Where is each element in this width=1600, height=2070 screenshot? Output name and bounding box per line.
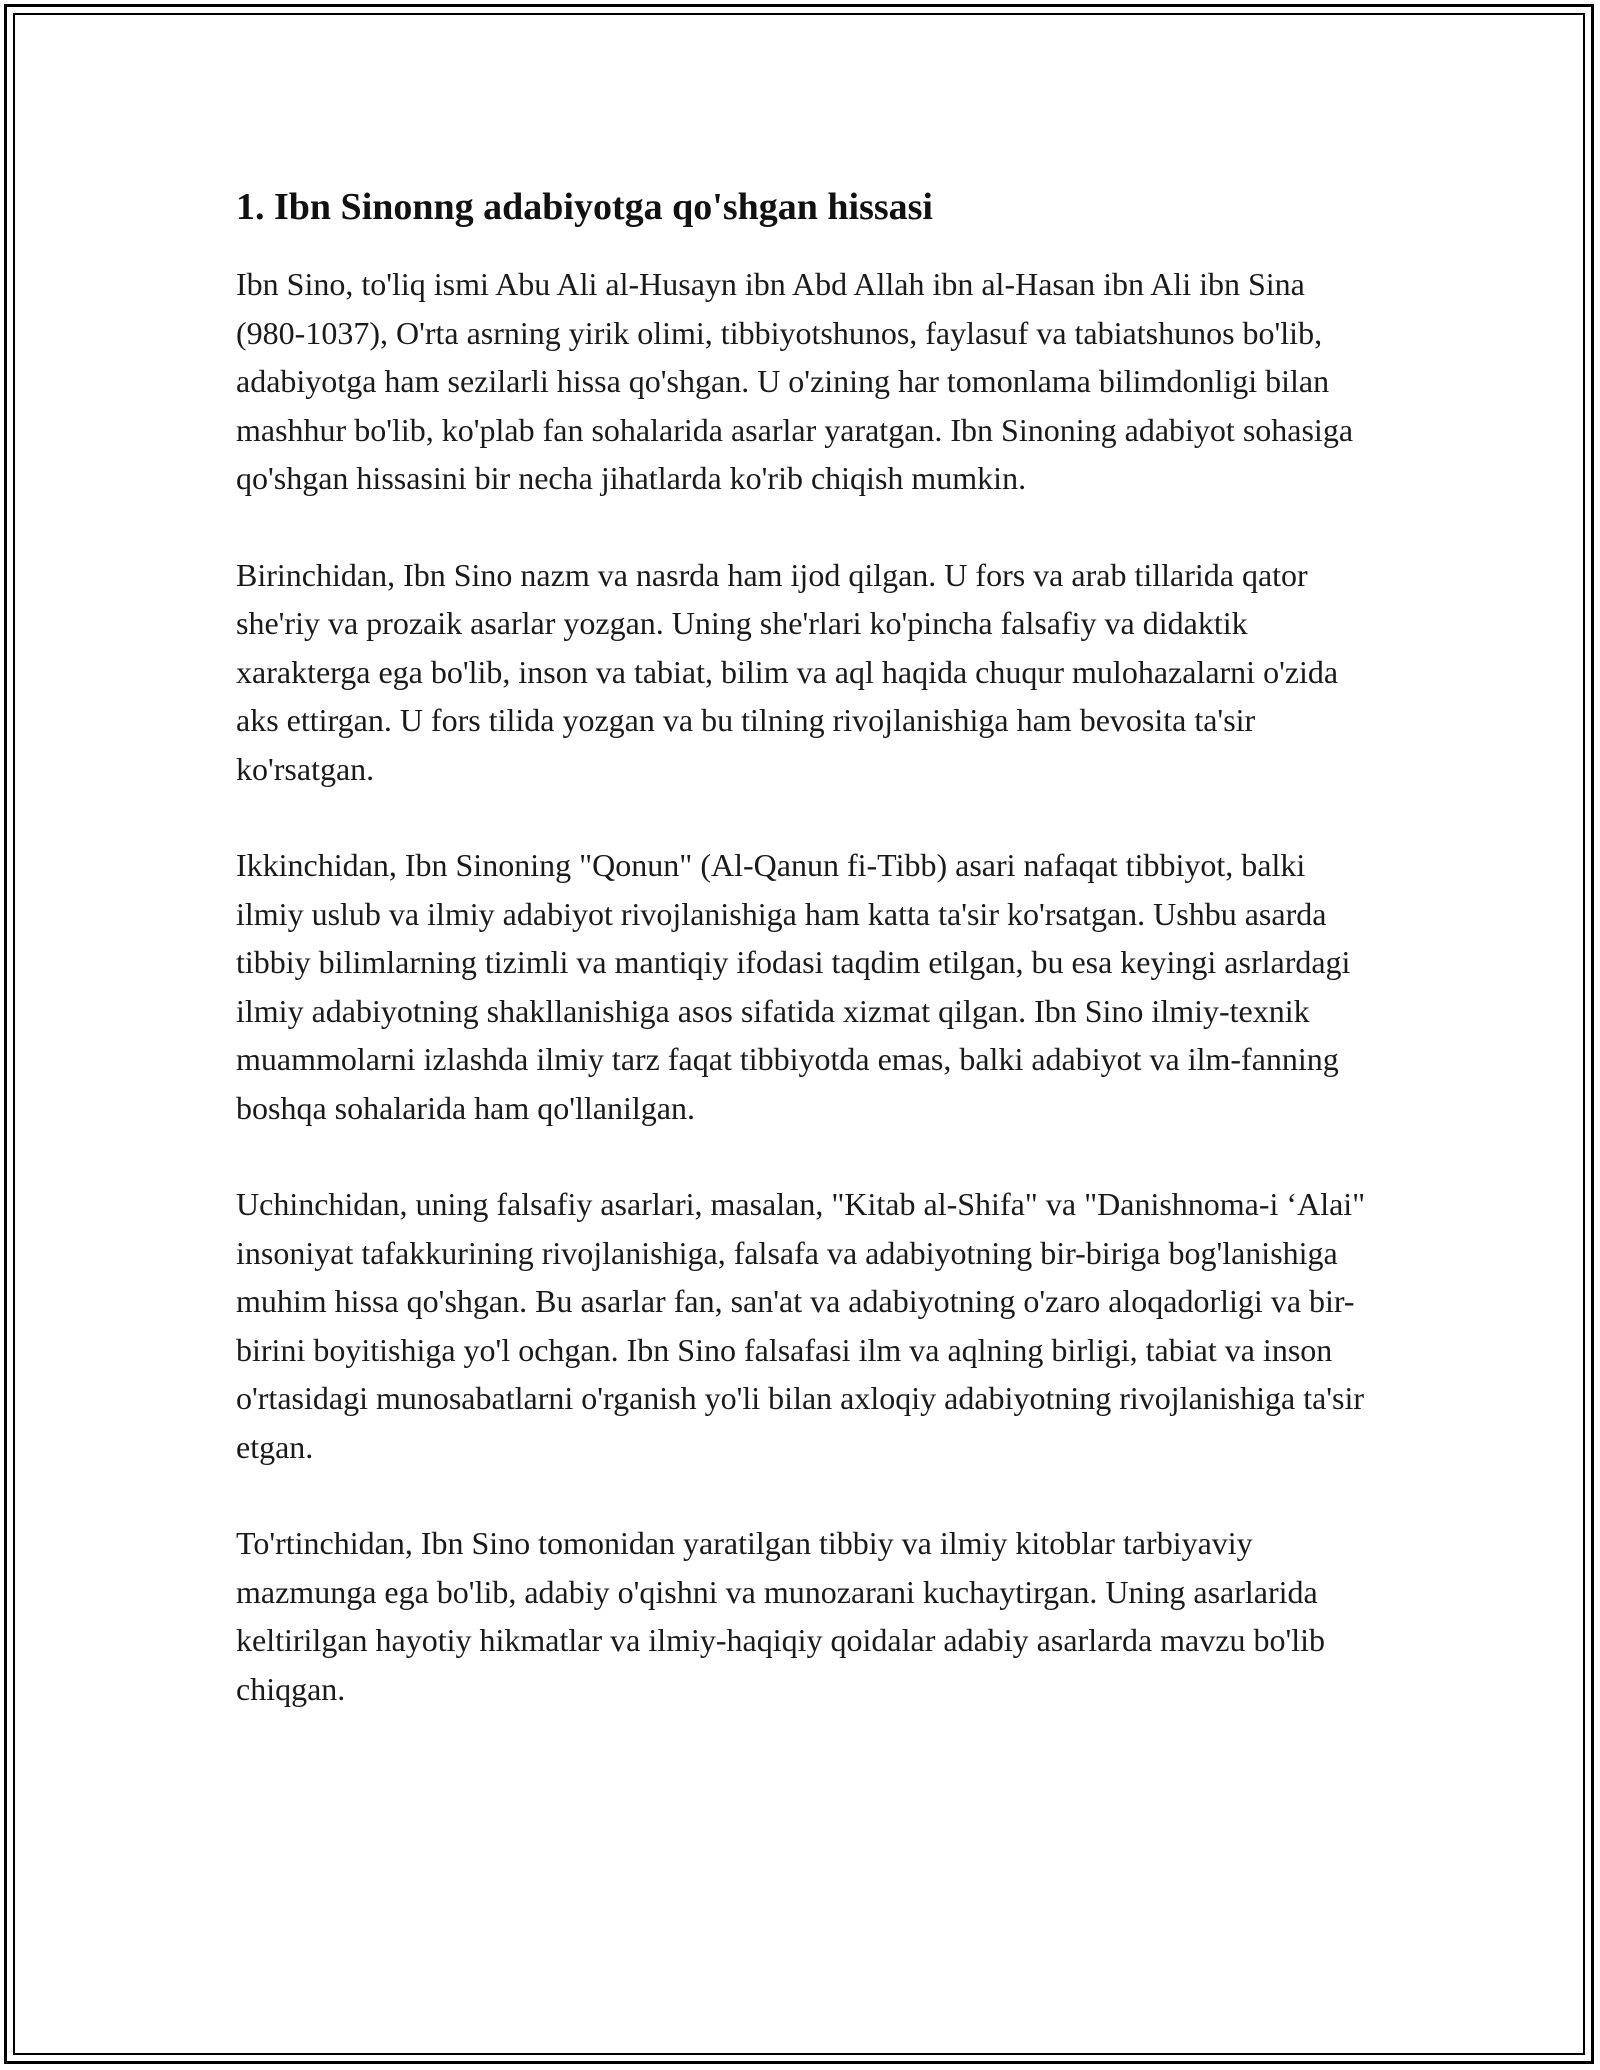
paragraph-intro: Ibn Sino, to'liq ismi Abu Ali al-Husayn ibn Abd Allah ibn al-Hasan ibn Ali ibn Sina (980-1037), O'rta asrning yirik olimi, tibbiyotshunos, faylasuf va tabiatshunos bo'lib, adabiyotga ham sezilarli hissa qo'shgan. U o'zining har tomonlama bilimdonligi bilan mashhur bo'lib, ko'plab fan sohalarida asarlar yaratgan. Ibn Sinoning adabiyot sohasiga qo'shgan hissasini bir necha jihatlarda ko'rib chiqish mumkin. — [236, 266, 1354, 496]
section-heading: 1. Ibn Sinonng adabiyotga qo'shgan hissasi — [236, 186, 933, 228]
paragraph-fourth-point: To'rtinchidan, Ibn Sino tomonidan yaratilgan tibbiy va ilmiy kitoblar tarbiyaviy mazmunga ega bo'lib, adabiy o'qishni va munozarani kuchaytirgan. Uning asarlarida keltirilgan hayotiy hikmatlar va ilmiy-haqiqiy qoidalar adabiy asarlarda mavzu bo'lib chiqgan. — [236, 1525, 1325, 1707]
document-body — [236, 184, 1376, 1761]
paragraph-first-point: Birinchidan, Ibn Sino nazm va nasrda ham ijod qilgan. U fors va arab tillarida qator she'riy va prozaik asarlar yozgan. Uning she'rlari ko'pincha falsafiy va didaktik xarakterga ega bo'lib, inson va tabiat, bilim va aql haqida chuqur mulohazalarni o'zida aks ettirgan. U fors tilida yozgan va bu tilning rivojlanishiga ham bevosita ta'sir ko'rsatgan. — [236, 556, 1339, 787]
paragraph-third-point: Uchinchidan, uning falsafiy asarlari, masalan, "Kitab al-Shifa" va "Danishnoma-i ‘Alai" insoniyat tafakkurining rivojlanishiga, falsafa va adabiyotning bir-biriga bog'lanishiga muhim hissa qo'shgan. Bu asarlar fan, san'at va adabiyotning o'zaro aloqadorligi va bir-birini boyitishiga yo'l ochgan. Ibn Sino falsafasi ilm va aqlning birligi, tabiat va inson o'rtasidagi munosabatlarni o'rganish yo'li bilan axloqiy adabiyotning rivojlanishiga ta'sir etgan. — [236, 1186, 1366, 1465]
paragraph-second-point: Ikkinchidan, Ibn Sinoning "Qonun" (Al-Qanun fi-Tibb) asari nafaqat tibbiyot, balki ilmiy uslub va ilmiy adabiyot rivojlanishiga ham katta ta'sir ko'rsatgan. Ushbu asarda tibbiy bilimlarning tizimli va mantiqiy ifodasi taqdim etilgan, bu esa keyingi asrlardagi ilmiy adabiyotning shakllanishiga asos sifatida xizmat qilgan. Ibn Sino ilmiy-texnik muammolarni izlashda ilmiy tarz faqat tibbiyotda emas, balki adabiyot va ilm-fanning boshqa sohalarida ham qo'llanilgan. — [236, 847, 1351, 1126]
